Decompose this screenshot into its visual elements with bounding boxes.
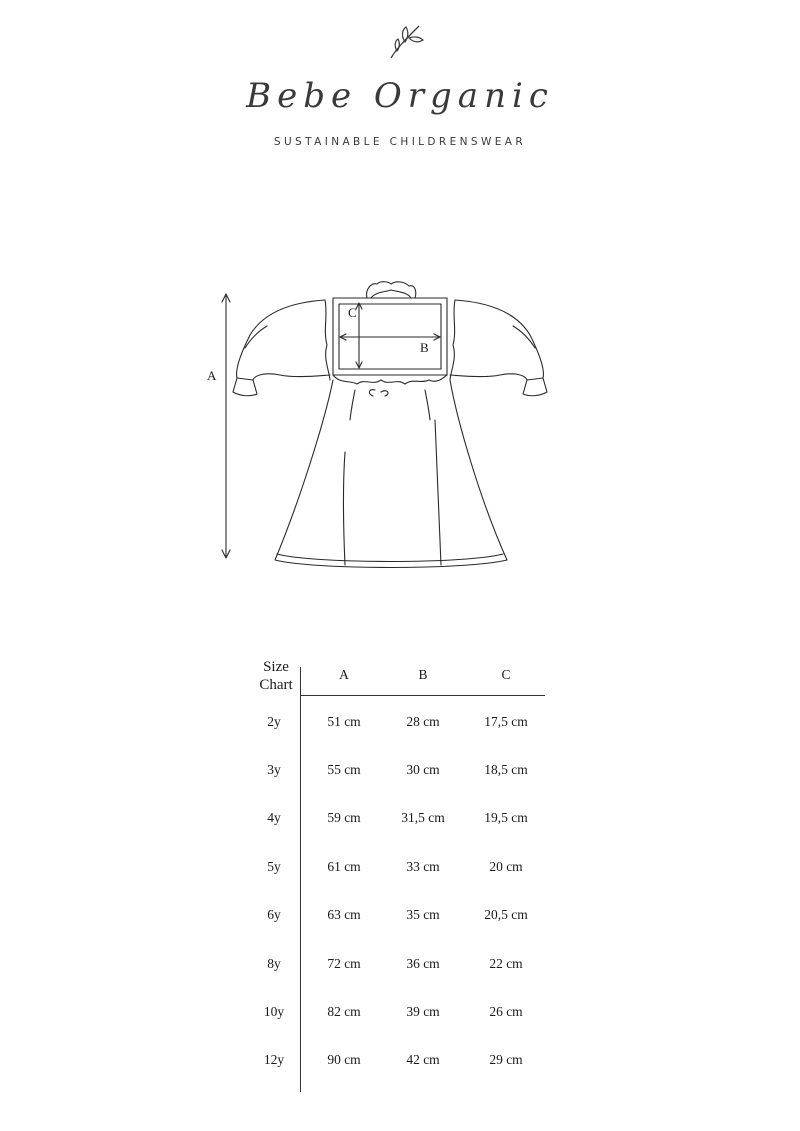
c-cell: 18,5 cm [484,762,528,777]
table-row [245,762,555,782]
size-cell: 12y [263,1052,285,1067]
size-cell: 2y [267,714,281,729]
b-cell: 35 cm [406,907,440,922]
b-cell: 30 cm [406,762,440,777]
size-cell: 10y [263,1004,285,1019]
size-cell: 8y [267,956,281,971]
label-a: A [207,368,217,383]
brand-name: Bebe Organic [246,76,554,116]
size-cell: 4y [267,810,281,825]
table-row [245,859,555,879]
table-row [245,907,555,927]
size-cell: 6y [267,907,281,922]
c-cell: 20 cm [489,859,523,874]
a-cell: 61 cm [327,859,361,874]
table-row [245,956,555,976]
label-c: C [348,305,357,320]
column-header-b: B [418,667,428,682]
c-cell: 29 cm [489,1052,523,1067]
a-cell: 90 cm [327,1052,361,1067]
size-cell: 3y [267,762,281,777]
a-cell: 55 cm [327,762,361,777]
table-row [245,1052,555,1072]
c-cell: 20,5 cm [484,907,528,922]
table-row [245,1004,555,1024]
a-cell: 82 cm [327,1004,361,1019]
b-cell: 33 cm [406,859,440,874]
b-cell: 39 cm [406,1004,440,1019]
a-cell: 59 cm [327,810,361,825]
leaf-icon [385,18,429,62]
b-cell: 42 cm [406,1052,440,1067]
label-b: B [420,340,429,355]
table-header-divider [300,695,545,696]
c-cell: 19,5 cm [484,810,528,825]
b-cell: 28 cm [406,714,440,729]
a-cell: 72 cm [327,956,361,971]
table-row [245,810,555,830]
size-chart-title: Size Chart [259,659,293,693]
table-row [245,714,555,734]
column-header-c: C [501,667,511,682]
dress-diagram [195,280,585,580]
c-cell: 26 cm [489,1004,523,1019]
a-cell: 51 cm [327,714,361,729]
c-cell: 17,5 cm [484,714,528,729]
brand-tagline: SUSTAINABLE CHILDRENSWEAR [273,136,527,148]
a-cell: 63 cm [327,907,361,922]
b-cell: 31,5 cm [401,810,445,825]
c-cell: 22 cm [489,956,523,971]
size-cell: 5y [267,859,281,874]
column-header-a: A [339,667,349,682]
b-cell: 36 cm [406,956,440,971]
